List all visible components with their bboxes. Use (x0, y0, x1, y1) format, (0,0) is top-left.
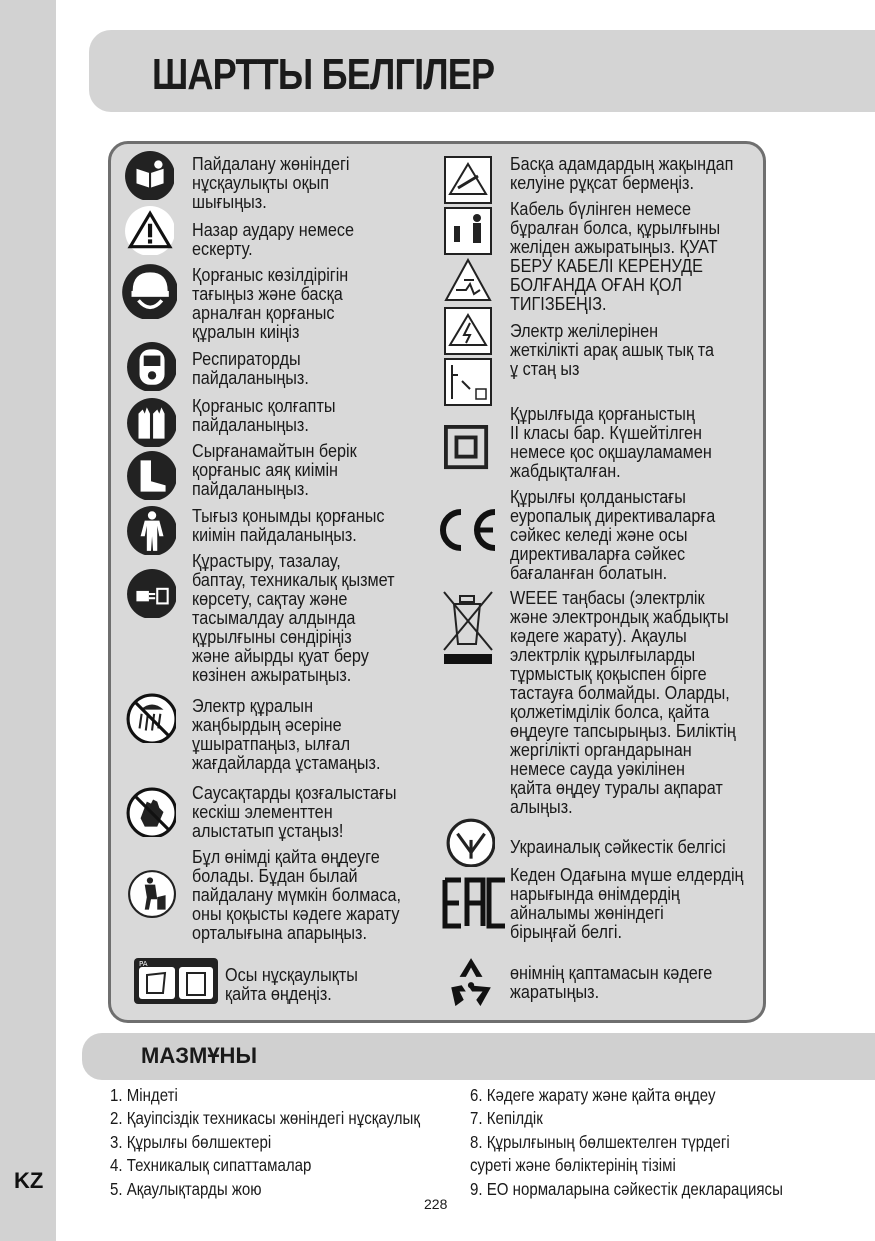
double-insulation-icon (444, 425, 490, 471)
safety-helmet-goggles-icon (121, 263, 177, 319)
symbol-text: WEEE таңбасы (электрлік және электрондық жабдықты кәдеге жарату). Ақаулы электрлік құрылғыларды тұрмыстық қоқыспен бірге тастауға болмайды. Оларды, қолжетімділік болса, қайта өңдеуге тапсырыңыз. Биліктің жергілікті органдарынан немесе сауда уәкілінен қайта өңдеу туралы ақпарат алыңыз. (510, 588, 736, 817)
contents-list-right (470, 1084, 783, 1201)
contents-item: 2. Қауіпсіздік техникасы жөніндегі нұсқаулық (110, 1108, 420, 1129)
safety-boots-icon (126, 450, 176, 500)
symbol-text: өнімнің қаптамасын кәдеге жаратыңыз. (510, 963, 713, 1002)
weee-bin-icon (440, 588, 496, 668)
symbol-text: Құрастыру, тазалау, баптау, техникалық қызмет көрсету, сақтау және тасымалдау алдында құрылғыны сөндіріңіз және айырды қуат беру көзінен ажыратыңыз. (192, 551, 395, 685)
keep-hands-away-icon (126, 787, 176, 837)
symbol-text: Құрылғыда қорғаныстың II класы бар. Күшейтілген немесе қос оқшауламамен жабдықталған. (510, 404, 712, 481)
side-band (0, 0, 56, 1241)
contents-item: 4. Техникалық сипаттамалар (110, 1155, 312, 1176)
recycle-disposal-icon (126, 868, 176, 918)
symbol-text: Қорғаныс көзілдірігін тағыңыз және басқа арналған қорғаныс құралын киіңіз (192, 265, 349, 342)
damaged-cable-icon (444, 256, 492, 304)
gloves-icon (126, 397, 176, 447)
symbol-text: Электр құралын жаңбырдың әсеріне ұшыратпаңыз, ылғал жағдайларда ұстамаңыз. (192, 696, 381, 773)
symbol-text: Құрылғы қолданыстағы еуропалық директиваларға сәйкес келеді және осы директиваларға сәйкес бағаланған болатын. (510, 487, 716, 583)
symbol-text: Электр желілерінен жеткілікті арақ ашық тық та ұ стаң ыз (510, 321, 715, 379)
symbol-text: Кабель бүлінген немесе бұралған болса, құрылғыны желіден ажыратыңыз. ҚУАТ БЕРУ КАБЕЛІ КЕРЕНУДЕ БОЛҒАНДА ОҒАН ҚОЛ ТИГІЗБЕҢІЗ. (510, 199, 721, 314)
symbol-text: Бұл өнімді қайта өңдеуге болады. Бұдан былай пайдалану мүмкін болмаса, оны қоқысты кәдеге жарату орталығына апарыңыз. (192, 847, 401, 943)
svg-text:PA: PA (139, 960, 148, 968)
contents-item: 8. Құрылғының бөлшектелген түрдегі (470, 1131, 730, 1152)
electric-hazard-icon (444, 307, 492, 407)
contents-item: суреті және бөліктерінің тізімі (470, 1155, 676, 1176)
symbol-text: Пайдалану жөніндегі нұсқаулықты оқып шығыңыз. (192, 154, 350, 212)
read-manual-icon (124, 150, 174, 200)
warning-triangle-icon (124, 205, 174, 255)
symbol-text: Назар аудару немесе ескерту. (192, 220, 354, 259)
symbol-text: Украиналық сәйкестік белгісі (510, 837, 726, 857)
page-title: ШАРТТЫ БЕЛГІЛЕР (152, 50, 495, 99)
contents-item: 7. Кепілдік (470, 1108, 543, 1129)
contents-item: 6. Кәдеге жарату және қайта өңдеу (470, 1085, 716, 1105)
ce-mark-icon (437, 506, 499, 554)
page-number: 228 (424, 1196, 448, 1212)
symbol-text: Тығыз қонымды қорғаныс киімін пайдаланыңыз. (192, 506, 385, 545)
symbol-text: Респираторды пайдаланыңыз. (192, 349, 309, 388)
language-label: KZ (14, 1168, 44, 1193)
symbol-text: Осы нұсқаулықты қайта өңдеңіз. (225, 965, 358, 1004)
contents-title: МАЗМҰНЫ (141, 1043, 257, 1068)
contents-item: 9. ЕО нормаларына сәйкестік декларациясы (470, 1178, 783, 1199)
contents-list-left (110, 1084, 420, 1201)
protective-suit-icon (126, 505, 176, 555)
symbol-text: Сырғанамайтын берік қорғаныс аяқ киімін пайдаланыңыз. (192, 441, 357, 499)
symbol-text: Кеден Одағына мүше елдердің нарығында өнімдердің айналымы жөніндегі бірыңғай белгі. (510, 865, 744, 942)
respirator-icon (126, 341, 176, 391)
contents-item: 1. Міндеті (110, 1085, 178, 1105)
symbol-text: Қорғаныс қолғапты пайдаланыңыз. (192, 396, 336, 435)
eac-mark-icon (441, 876, 509, 930)
keep-bystanders-away-icon (444, 156, 492, 256)
contents-item: 3. Құрылғы бөлшектері (110, 1131, 272, 1152)
no-rain-icon (126, 693, 176, 743)
symbol-text: Саусақтарды қозғалыстағы кескіш элементтен алыстатып ұстаңыз! (192, 783, 397, 841)
contents-item: 5. Ақаулықтарды жою (110, 1178, 262, 1199)
unplug-icon (126, 568, 176, 618)
recycle-manual-icon (133, 957, 219, 1005)
symbol-text: Басқа адамдардың жақындап келуіне рұқсат бермеңіз. (510, 154, 734, 193)
recycle-arrows-icon (445, 952, 495, 1006)
ukraine-conformity-icon (445, 817, 495, 867)
